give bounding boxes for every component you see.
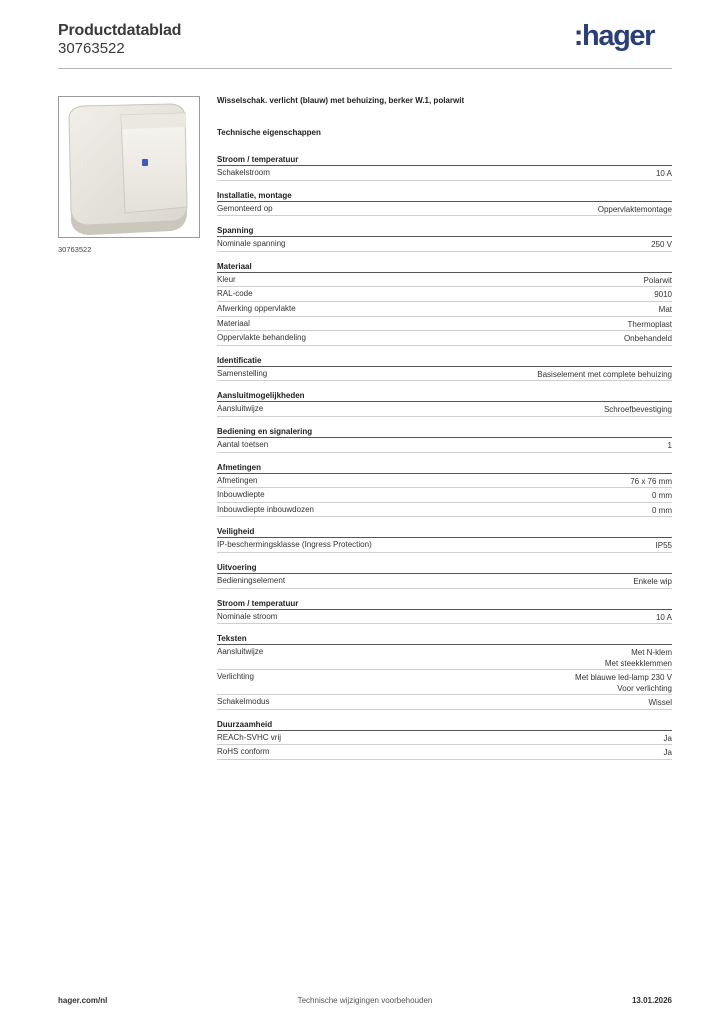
- spec-section: [217, 225, 672, 252]
- property-row: [217, 645, 672, 670]
- property-value-line: Wissel: [648, 698, 672, 708]
- section-title: Materiaal: [217, 261, 672, 273]
- doc-number: 30763522: [58, 40, 125, 57]
- spec-section: [217, 154, 672, 181]
- property-value-line: Enkele wip: [633, 576, 672, 586]
- property-row: [217, 731, 672, 746]
- property-label: IP-beschermingsklasse (Ingress Protection): [217, 540, 372, 550]
- property-value: [277, 612, 672, 624]
- section-title: Afmetingen: [217, 462, 672, 474]
- property-label: RoHS conform: [217, 747, 270, 757]
- image-caption: 30763522: [58, 245, 92, 254]
- property-value-line: Ja: [663, 748, 672, 758]
- spec-section: [217, 633, 672, 710]
- property-label: Schakelmodus: [217, 697, 270, 707]
- property-label: Oppervlakte behandeling: [217, 333, 306, 343]
- property-label: Afwerking oppervlakte: [217, 303, 296, 313]
- footer-disclaimer: Technische wijzigingen voorbehouden: [297, 996, 433, 1005]
- product-image: [58, 96, 200, 238]
- property-value-line: Mat: [658, 304, 672, 314]
- property-value-line: Met N-klem: [631, 648, 672, 658]
- property-value-line: Oppervlaktemontage: [597, 204, 672, 214]
- property-value-line: Polarwit: [643, 275, 672, 285]
- property-value-line: 9010: [654, 290, 672, 300]
- property-value: [273, 204, 672, 216]
- property-value: [267, 369, 672, 381]
- property-label: Verlichting: [217, 672, 254, 682]
- section-title: Stroom / temperatuur: [217, 598, 672, 610]
- footer-website: hager.com/nl: [58, 996, 108, 1005]
- section-title: Stroom / temperatuur: [217, 154, 672, 166]
- property-value-line: 1: [667, 440, 672, 450]
- spec-section: [217, 390, 672, 417]
- property-row: [217, 237, 672, 252]
- property-label: Aansluitwijze: [217, 647, 264, 657]
- property-label: Materiaal: [217, 318, 250, 328]
- property-value-line: 250 V: [651, 240, 672, 250]
- property-row: [217, 317, 672, 332]
- property-row: [217, 402, 672, 417]
- property-value-line: Onbehandeld: [623, 334, 672, 344]
- property-value: [269, 747, 672, 759]
- property-value: [236, 275, 672, 287]
- property-row: [217, 474, 672, 489]
- property-label: Aantal toetsen: [217, 439, 269, 449]
- spec-section: [217, 462, 672, 518]
- property-value: [263, 404, 672, 416]
- property-label: Samenstelling: [217, 368, 268, 378]
- property-value-line: Schroefbevestiging: [603, 405, 672, 415]
- spec-section: [217, 562, 672, 589]
- product-description: Wisselschak. verlicht (blauw) met behuizing, berker W.1, polarwit: [217, 96, 465, 105]
- property-row: [217, 670, 672, 695]
- property-label: Bedieningselement: [217, 575, 286, 585]
- tech-properties-title: Technische eigenschappen: [217, 128, 321, 137]
- section-title: Spanning: [217, 225, 672, 237]
- section-title: Uitvoering: [217, 562, 672, 574]
- section-title: Teksten: [217, 633, 672, 645]
- section-title: Installatie, montage: [217, 190, 672, 202]
- section-title: Aansluitmogelijkheden: [217, 390, 672, 402]
- property-label: RAL-code: [217, 289, 253, 299]
- spec-section: [217, 355, 672, 382]
- property-value: [263, 647, 672, 669]
- hager-logo: :hager: [573, 20, 654, 52]
- property-row: [217, 302, 672, 317]
- property-value-line: 0 mm: [652, 491, 672, 501]
- property-row: [217, 538, 672, 553]
- property-value: [253, 289, 672, 301]
- property-value: [306, 333, 672, 345]
- property-row: [217, 166, 672, 181]
- property-value: [314, 505, 672, 517]
- property-value-line: Basiselement met complete behuizing: [537, 369, 672, 379]
- property-value-line: Voor verlichting: [617, 684, 672, 694]
- spec-sections: [217, 154, 672, 760]
- property-value-line: Ja: [663, 733, 672, 743]
- footer-date: 13.01.2026: [631, 996, 672, 1005]
- property-row: [217, 273, 672, 288]
- page-footer: [58, 996, 672, 1010]
- property-value: [281, 733, 672, 745]
- header-divider: [58, 68, 672, 69]
- page-header: [58, 20, 672, 70]
- spec-section: [217, 598, 672, 625]
- property-row: [217, 610, 672, 625]
- property-label: Aansluitwijze: [217, 404, 264, 414]
- property-row: [217, 287, 672, 302]
- property-row: [217, 331, 672, 346]
- property-row: [217, 202, 672, 217]
- spec-section: [217, 261, 672, 346]
- property-value-line: 0 mm: [652, 505, 672, 515]
- property-value: [269, 697, 672, 709]
- property-row: [217, 503, 672, 518]
- property-value-line: IP55: [655, 541, 672, 551]
- spec-section: [217, 526, 672, 553]
- property-value-line: 76 x 76 mm: [630, 476, 672, 486]
- property-value: [268, 440, 672, 452]
- section-title: Identificatie: [217, 355, 672, 367]
- property-row: [217, 695, 672, 710]
- property-label: Nominale spanning: [217, 239, 286, 249]
- property-row: [217, 574, 672, 589]
- property-label: Gemonteerd op: [217, 203, 273, 213]
- spec-section: [217, 426, 672, 453]
- doc-title: Productdatablad: [58, 22, 182, 39]
- property-value: [285, 576, 672, 588]
- property-value-line: 10 A: [655, 169, 672, 178]
- property-value: [265, 490, 672, 502]
- property-label: Inbouwdiepte inbouwdozen: [217, 504, 314, 514]
- section-title: Veiligheid: [217, 526, 672, 538]
- property-value-line: Thermoplast: [627, 319, 672, 329]
- property-label: Afmetingen: [217, 475, 258, 485]
- property-row: [217, 367, 672, 382]
- spec-section: [217, 719, 672, 760]
- property-value: [286, 239, 673, 251]
- property-value-line: Met steekklemmen: [604, 659, 672, 669]
- property-row: [217, 438, 672, 453]
- property-value: [257, 476, 672, 488]
- property-row: [217, 745, 672, 760]
- property-row: [217, 488, 672, 503]
- switch-illustration: [59, 97, 200, 238]
- property-value: [250, 319, 672, 331]
- property-label: Schakelstroom: [217, 168, 270, 177]
- property-label: Nominale stroom: [217, 611, 278, 621]
- product-specs: [217, 96, 672, 769]
- property-value: [270, 168, 672, 180]
- spec-section: [217, 190, 672, 217]
- section-title: Duurzaamheid: [217, 719, 672, 731]
- property-value: [296, 304, 672, 316]
- property-value: [254, 672, 672, 694]
- property-value: [372, 540, 672, 552]
- property-label: REACh-SVHC vrij: [217, 732, 282, 742]
- property-value-line: Met blauwe led-lamp 230 V: [575, 673, 672, 683]
- property-label: Kleur: [217, 274, 236, 284]
- property-value-line: 10 A: [655, 612, 672, 622]
- section-title: Bediening en signalering: [217, 426, 672, 438]
- property-label: Inbouwdiepte: [217, 490, 265, 500]
